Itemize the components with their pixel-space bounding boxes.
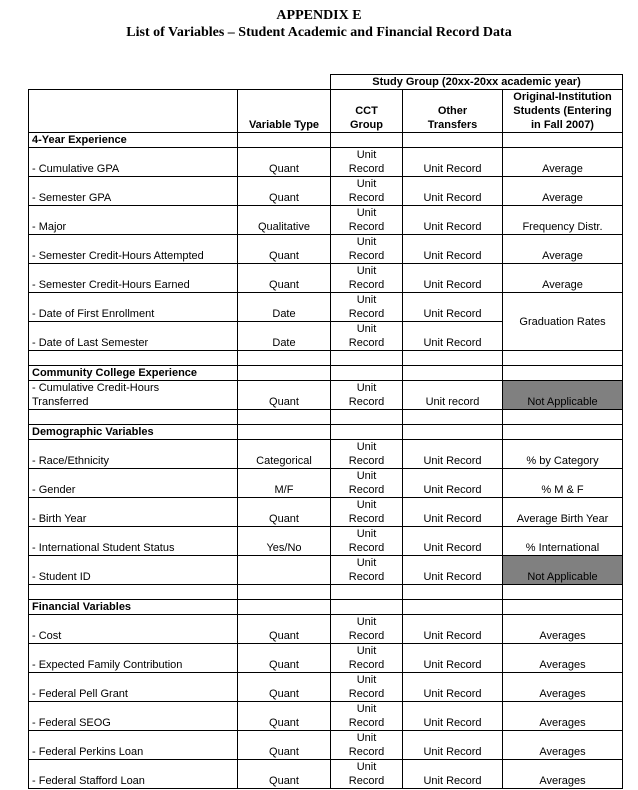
other-transfers-value: Unit Record xyxy=(403,731,503,760)
original-institution-value: Frequency Distr. xyxy=(503,206,623,235)
variable-name: - Cumulative GPA xyxy=(29,148,238,177)
variable-type: Categorical xyxy=(238,440,331,469)
variable-name: - Expected Family Contribution xyxy=(29,644,238,673)
variable-name: - Cumulative Credit-Hours Transferred xyxy=(29,381,238,410)
variable-row xyxy=(29,556,623,585)
variable-row xyxy=(29,235,623,264)
section-title: Demographic Variables xyxy=(29,425,238,440)
variable-name: - Semester GPA xyxy=(29,177,238,206)
section-title-row xyxy=(29,425,623,440)
cct-unit-record: Unit Record xyxy=(331,440,403,469)
cct-unit-record: Unit Record xyxy=(331,673,403,702)
original-institution-value: Graduation Rates xyxy=(503,293,623,351)
variable-type xyxy=(238,556,331,585)
other-transfers-value: Unit Record xyxy=(403,148,503,177)
original-institution-value: Averages xyxy=(503,731,623,760)
variable-type: M/F xyxy=(238,469,331,498)
cct-unit-record: Unit Record xyxy=(331,644,403,673)
variable-row xyxy=(29,702,623,731)
variable-row xyxy=(29,469,623,498)
variable-row xyxy=(29,673,623,702)
section-title: 4-Year Experience xyxy=(29,133,238,148)
four-year-section xyxy=(29,366,623,425)
variable-row xyxy=(29,293,623,322)
original-institution-value: Average xyxy=(503,235,623,264)
variable-type: Quant xyxy=(238,615,331,644)
cct-unit-record: Unit Record xyxy=(331,498,403,527)
other-transfers-value: Unit Record xyxy=(403,498,503,527)
other-transfers-value: Unit Record xyxy=(403,322,503,351)
other-transfers-value: Unit Record xyxy=(403,615,503,644)
cct-unit-record: Unit Record xyxy=(331,177,403,206)
other-transfers-value: Unit Record xyxy=(403,556,503,585)
community-section xyxy=(29,425,623,600)
variable-row xyxy=(29,264,623,293)
variable-name: - Semester Credit-Hours Earned xyxy=(29,264,238,293)
section-title: Community College Experience xyxy=(29,366,238,381)
variable-type: Quant xyxy=(238,702,331,731)
variable-name: - Federal SEOG xyxy=(29,702,238,731)
variable-name: - Birth Year xyxy=(29,498,238,527)
original-institution-value: Averages xyxy=(503,615,623,644)
variable-type: Date xyxy=(238,293,331,322)
other-transfers-value: Unit Record xyxy=(403,177,503,206)
variable-type-header: Variable Type xyxy=(238,90,331,133)
variable-name: - Student ID xyxy=(29,556,238,585)
original-institution-value: Average Birth Year xyxy=(503,498,623,527)
original-institution-value: Not Applicable xyxy=(503,381,623,410)
demographic-section xyxy=(29,600,623,789)
section-title-row xyxy=(29,366,623,381)
variable-name: - Cost xyxy=(29,615,238,644)
original-institution-value: Average xyxy=(503,148,623,177)
cct-unit-record: Unit Record xyxy=(331,206,403,235)
cct-unit-record: Unit Record xyxy=(331,293,403,322)
section-title: Financial Variables xyxy=(29,600,238,615)
original-institution-value: Averages xyxy=(503,644,623,673)
other-transfers-value: Unit Record xyxy=(403,673,503,702)
variable-row xyxy=(29,760,623,789)
original-institution-value: Not Applicable xyxy=(503,556,623,585)
cct-unit-record: Unit Record xyxy=(331,322,403,351)
variable-row xyxy=(29,440,623,469)
cct-unit-record: Unit Record xyxy=(331,235,403,264)
original-institution-value: % International xyxy=(503,527,623,556)
cct-unit-record: Unit Record xyxy=(331,148,403,177)
other-transfers-value: Unit Record xyxy=(403,440,503,469)
cct-unit-record: Unit Record xyxy=(331,731,403,760)
variable-name: - Semester Credit-Hours Attempted xyxy=(29,235,238,264)
appendix-subtitle: List of Variables – Student Academic and Financial Record Data xyxy=(126,25,512,40)
variables-table xyxy=(28,74,623,789)
original-institution-header: Original-Institution Students (Entering in Fall 2007) xyxy=(503,90,623,133)
variable-type: Quant xyxy=(238,235,331,264)
variable-type: Quant xyxy=(238,498,331,527)
original-institution-value: % M & F xyxy=(503,469,623,498)
original-institution-value: Average xyxy=(503,177,623,206)
other-transfers-value: Unit Record xyxy=(403,644,503,673)
variable-name: - Major xyxy=(29,206,238,235)
variable-name: - Date of Last Semester xyxy=(29,322,238,351)
study-group-header: Study Group (20xx-20xx academic year) xyxy=(331,75,623,90)
variable-row xyxy=(29,615,623,644)
variable-type: Yes/No xyxy=(238,527,331,556)
section-title-row xyxy=(29,600,623,615)
other-transfers-value: Unit Record xyxy=(403,235,503,264)
cct-unit-record: Unit Record xyxy=(331,556,403,585)
variable-row xyxy=(29,644,623,673)
original-institution-value: % by Category xyxy=(503,440,623,469)
original-institution-value: Average xyxy=(503,264,623,293)
variable-name: - Federal Pell Grant xyxy=(29,673,238,702)
cct-unit-record: Unit Record xyxy=(331,760,403,789)
variable-type: Quant xyxy=(238,673,331,702)
other-transfers-value: Unit Record xyxy=(403,760,503,789)
section-title-row xyxy=(29,133,623,148)
variable-type: Quant xyxy=(238,381,331,410)
variable-type: Quant xyxy=(238,731,331,760)
other-transfers-header: Other Transfers xyxy=(403,90,503,133)
other-transfers-value: Unit Record xyxy=(403,206,503,235)
variable-row xyxy=(29,148,623,177)
cct-unit-record: Unit Record xyxy=(331,702,403,731)
variable-name: - Gender xyxy=(29,469,238,498)
variable-name: - Date of First Enrollment xyxy=(29,293,238,322)
appendix-title: APPENDIX E xyxy=(276,8,362,23)
variable-row xyxy=(29,731,623,760)
other-transfers-value: Unit Record xyxy=(403,702,503,731)
variable-type: Date xyxy=(238,322,331,351)
variable-row xyxy=(29,381,623,410)
other-transfers-value: Unit Record xyxy=(403,264,503,293)
original-institution-value: Averages xyxy=(503,760,623,789)
original-institution-value: Averages xyxy=(503,702,623,731)
variable-row xyxy=(29,177,623,206)
variable-type: Quant xyxy=(238,644,331,673)
variable-type: Quant xyxy=(238,264,331,293)
variable-row xyxy=(29,498,623,527)
variable-type: Qualitative xyxy=(238,206,331,235)
variable-name: - Race/Ethnicity xyxy=(29,440,238,469)
other-transfers-value: Unit Record xyxy=(403,527,503,556)
variable-type: Quant xyxy=(238,148,331,177)
variable-name: - Federal Perkins Loan xyxy=(29,731,238,760)
variable-row xyxy=(29,206,623,235)
variable-type: Quant xyxy=(238,760,331,789)
variable-name: - Federal Stafford Loan xyxy=(29,760,238,789)
variable-type: Quant xyxy=(238,177,331,206)
original-institution-value: Averages xyxy=(503,673,623,702)
variable-row xyxy=(29,527,623,556)
cct-unit-record: Unit Record xyxy=(331,527,403,556)
cct-unit-record: Unit Record xyxy=(331,381,403,410)
cct-group-header: CCT Group xyxy=(331,90,403,133)
other-transfers-value: Unit record xyxy=(403,381,503,410)
cct-unit-record: Unit Record xyxy=(331,469,403,498)
cct-unit-record: Unit Record xyxy=(331,615,403,644)
variable-name: - International Student Status xyxy=(29,527,238,556)
cct-unit-record: Unit Record xyxy=(331,264,403,293)
other-transfers-value: Unit Record xyxy=(403,469,503,498)
other-transfers-value: Unit Record xyxy=(403,293,503,322)
